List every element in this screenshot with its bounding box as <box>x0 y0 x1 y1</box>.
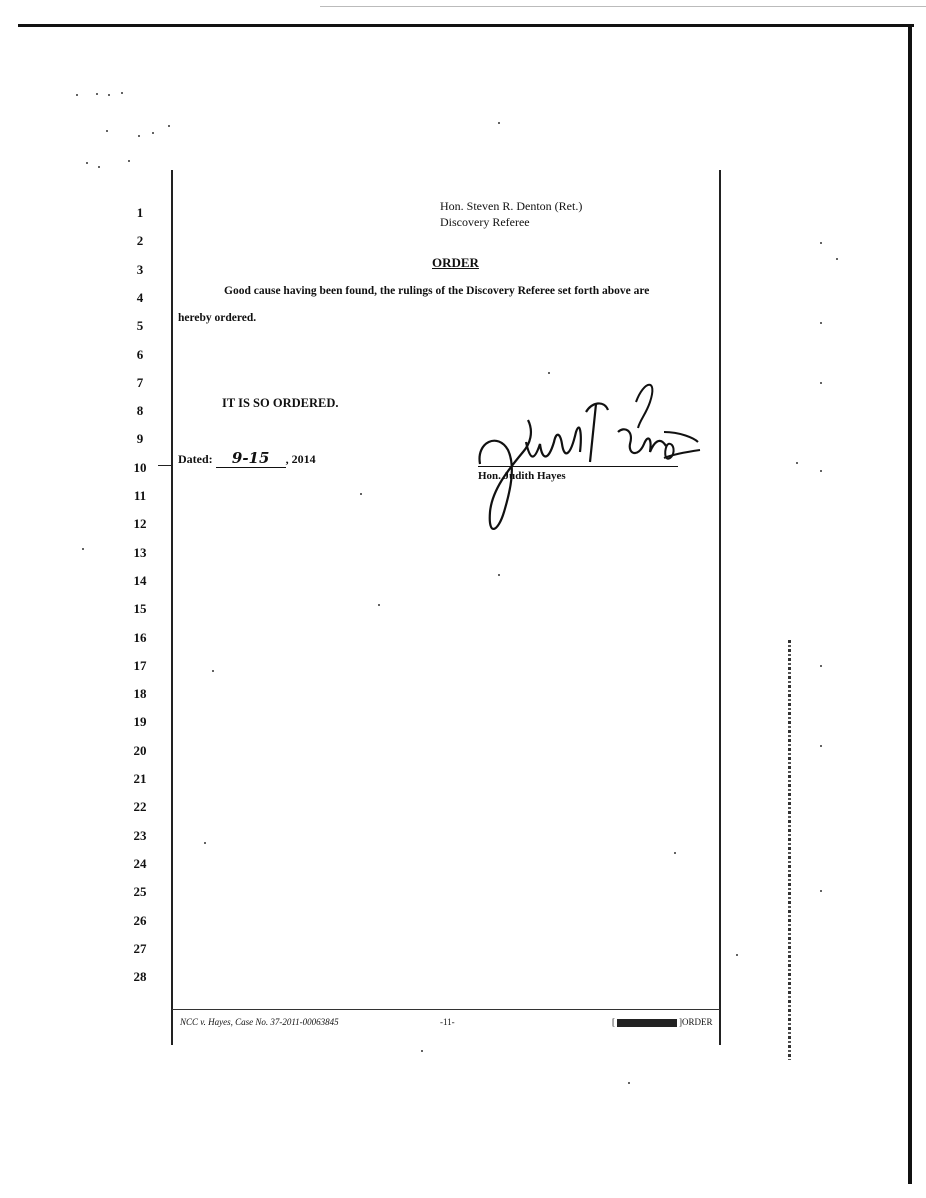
footer-page: -11- <box>440 1017 455 1027</box>
line-number: 22 <box>133 799 147 815</box>
judge-name: Hon. Judith Hayes <box>478 470 566 482</box>
line-number: 11 <box>133 488 147 503</box>
line-number: 27 <box>133 940 147 956</box>
line-number: 3 <box>136 261 144 277</box>
line-number: 18 <box>133 686 147 702</box>
line-number: 2 <box>136 233 144 249</box>
scan-frame-top-gray <box>320 6 926 7</box>
line-number: 13 <box>133 544 147 560</box>
line-number: 21 <box>133 771 147 786</box>
line-10-tick <box>158 465 172 466</box>
dated-line <box>178 449 316 468</box>
scan-frame-right <box>908 24 912 1184</box>
so-ordered-text: IT IS SO ORDERED. <box>222 396 339 410</box>
line-number: 26 <box>133 912 147 928</box>
page-left-rule <box>171 170 173 1045</box>
dated-label: Dated: <box>178 452 213 466</box>
line-number: 24 <box>133 855 147 871</box>
footer-rule <box>172 1009 720 1010</box>
footer-doc-type: [ ]ORDER <box>612 1017 713 1027</box>
footer-case: NCC v. Hayes, Case No. 37-2011-00063845 <box>180 1017 339 1027</box>
order-body-line2: hereby ordered. <box>178 312 257 324</box>
footer-redaction <box>617 1019 677 1027</box>
line-number: 23 <box>133 827 147 843</box>
scan-edge-strip <box>788 640 791 1060</box>
line-number: 4 <box>136 289 144 305</box>
line-number: 6 <box>136 346 144 362</box>
line-number: 8 <box>136 403 144 419</box>
referee-title: Discovery Referee <box>440 215 530 229</box>
line-number: 7 <box>136 374 144 390</box>
dated-year: , 2014 <box>285 452 316 466</box>
line-number: 15 <box>133 601 147 617</box>
line-number: 19 <box>133 714 147 730</box>
handwritten-signature <box>468 372 708 542</box>
line-number: 14 <box>133 572 147 588</box>
line-number: 9 <box>136 431 144 447</box>
line-number: 16 <box>133 629 147 645</box>
line-number: 1 <box>136 205 144 220</box>
line-number: 17 <box>133 657 147 673</box>
dated-value: 9-15 <box>216 449 286 468</box>
line-number: 28 <box>133 969 147 985</box>
line-number: 12 <box>133 516 147 532</box>
line-number: 10 <box>133 459 147 475</box>
line-number: 20 <box>133 742 147 758</box>
line-number: 25 <box>133 884 147 900</box>
footer-doc-type-label: ORDER <box>682 1017 713 1027</box>
order-body-line1: Good cause having been found, the rulings of the Discovery Referee set forth above are <box>224 285 650 297</box>
page-right-rule <box>719 170 721 1045</box>
scan-frame-top <box>18 24 914 27</box>
order-title: ORDER <box>432 255 479 270</box>
referee-name: Hon. Steven R. Denton (Ret.) <box>440 199 583 213</box>
line-number: 5 <box>136 318 144 334</box>
